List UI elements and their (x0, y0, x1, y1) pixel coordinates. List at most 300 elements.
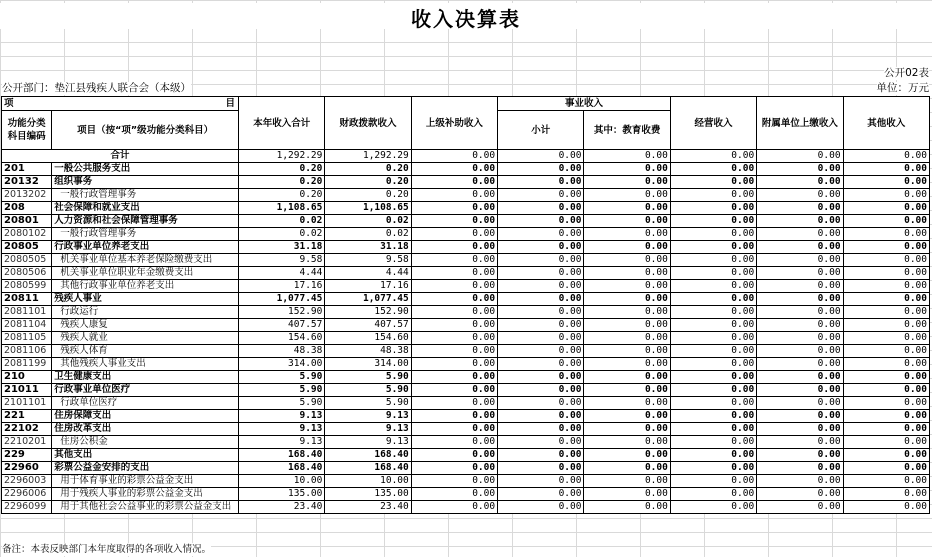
row-value: 0.00 (843, 384, 929, 397)
row-value: 5.90 (325, 384, 411, 397)
table-row (2, 215, 930, 228)
row-name: 用于残疾人事业的彩票公益金支出 (52, 488, 239, 501)
row-value: 0.00 (498, 306, 584, 319)
row-value: 0.00 (498, 293, 584, 306)
row-code: 22102 (2, 423, 52, 436)
row-value: 0.00 (584, 228, 670, 241)
header-affiliated: 附属单位上缴收入 (757, 97, 843, 150)
row-name: 其他残疾人事业支出 (52, 358, 239, 371)
row-value: 0.00 (670, 280, 756, 293)
row-name: 住房改革支出 (52, 423, 239, 436)
row-code: 2080505 (2, 254, 52, 267)
table-row (2, 293, 930, 306)
row-value: 0.00 (498, 319, 584, 332)
row-value: 0.00 (584, 423, 670, 436)
row-value: 0.00 (757, 501, 843, 514)
row-value: 0.00 (757, 254, 843, 267)
row-value: 0.00 (757, 475, 843, 488)
row-value: 0.00 (757, 189, 843, 202)
row-value: 5.90 (239, 397, 325, 410)
row-value: 0.00 (411, 384, 497, 397)
row-value: 0.00 (843, 202, 929, 215)
row-value: 0.00 (411, 332, 497, 345)
table-row (2, 371, 930, 384)
row-value: 0.00 (757, 163, 843, 176)
row-name: 彩票公益金安排的支出 (52, 462, 239, 475)
row-value: 0.00 (498, 202, 584, 215)
row-value: 0.00 (843, 488, 929, 501)
table-row (2, 410, 930, 423)
table-row (2, 332, 930, 345)
total-value: 0.00 (843, 150, 929, 163)
row-value: 0.20 (325, 176, 411, 189)
row-code: 22960 (2, 462, 52, 475)
table-row (2, 319, 930, 332)
row-value: 0.00 (411, 475, 497, 488)
row-value: 0.00 (584, 332, 670, 345)
row-name: 行政运行 (52, 306, 239, 319)
row-value: 0.00 (843, 332, 929, 345)
row-name: 残疾人康复 (52, 319, 239, 332)
total-value: 0.00 (757, 150, 843, 163)
row-value: 154.60 (239, 332, 325, 345)
row-value: 0.00 (411, 436, 497, 449)
row-value: 0.00 (843, 254, 929, 267)
row-value: 0.00 (498, 163, 584, 176)
row-value: 0.00 (757, 176, 843, 189)
table-row (2, 267, 930, 280)
row-code: 2081104 (2, 319, 52, 332)
row-value: 0.00 (757, 306, 843, 319)
row-value: 0.00 (411, 501, 497, 514)
row-value: 0.00 (843, 462, 929, 475)
row-value: 10.00 (239, 475, 325, 488)
row-value: 23.40 (239, 501, 325, 514)
row-value: 0.00 (411, 267, 497, 280)
row-value: 0.00 (411, 241, 497, 254)
row-value: 168.40 (325, 462, 411, 475)
table-row (2, 462, 930, 475)
row-value: 0.00 (843, 189, 929, 202)
row-code: 208 (2, 202, 52, 215)
row-value: 0.00 (584, 293, 670, 306)
row-value: 0.00 (757, 410, 843, 423)
row-code: 21011 (2, 384, 52, 397)
row-code: 2101101 (2, 397, 52, 410)
row-code: 2081106 (2, 345, 52, 358)
row-value: 5.90 (325, 397, 411, 410)
row-value: 0.00 (584, 488, 670, 501)
row-value: 0.00 (757, 267, 843, 280)
row-value: 152.90 (325, 306, 411, 319)
row-value: 0.00 (843, 501, 929, 514)
row-value: 0.00 (843, 176, 929, 189)
row-value: 23.40 (325, 501, 411, 514)
row-value: 0.02 (239, 215, 325, 228)
row-name: 社会保障和就业支出 (52, 202, 239, 215)
row-name: 用于体育事业的彩票公益金支出 (52, 475, 239, 488)
row-value: 0.00 (498, 475, 584, 488)
row-code: 20801 (2, 215, 52, 228)
row-name: 一般行政管理事务 (52, 228, 239, 241)
row-value: 168.40 (325, 449, 411, 462)
row-value: 0.00 (584, 241, 670, 254)
row-value: 0.00 (670, 423, 756, 436)
row-value: 0.00 (411, 423, 497, 436)
row-value: 0.00 (498, 280, 584, 293)
row-value: 0.00 (584, 306, 670, 319)
row-value: 168.40 (239, 449, 325, 462)
row-value: 0.00 (498, 176, 584, 189)
table-row (2, 189, 930, 202)
header-item-right-label: 目 (225, 98, 236, 109)
row-value: 0.00 (498, 410, 584, 423)
row-value: 0.00 (670, 202, 756, 215)
page-title: 收入决算表 (0, 3, 932, 29)
table-row (2, 254, 930, 267)
row-value: 0.00 (498, 488, 584, 501)
row-value: 9.13 (239, 436, 325, 449)
row-value: 48.38 (239, 345, 325, 358)
table-row (2, 280, 930, 293)
row-value: 0.00 (584, 319, 670, 332)
row-value: 0.00 (670, 345, 756, 358)
row-value: 0.00 (411, 449, 497, 462)
row-value: 0.00 (498, 358, 584, 371)
row-value: 0.00 (670, 306, 756, 319)
row-value: 0.00 (670, 176, 756, 189)
row-value: 0.00 (670, 397, 756, 410)
row-value: 0.00 (411, 189, 497, 202)
row-value: 0.00 (670, 163, 756, 176)
row-name: 其他行政事业单位养老支出 (52, 280, 239, 293)
row-name: 行政事业单位养老支出 (52, 241, 239, 254)
row-value: 0.00 (584, 280, 670, 293)
row-value: 0.00 (498, 397, 584, 410)
row-value: 0.00 (757, 436, 843, 449)
row-name: 卫生健康支出 (52, 371, 239, 384)
row-value: 0.00 (843, 449, 929, 462)
row-value: 0.00 (670, 267, 756, 280)
row-value: 0.00 (757, 358, 843, 371)
table-row (2, 488, 930, 501)
row-value: 0.00 (670, 358, 756, 371)
row-value: 0.00 (584, 501, 670, 514)
row-value: 9.13 (239, 423, 325, 436)
table-row (2, 241, 930, 254)
table-row (2, 345, 930, 358)
row-value: 5.90 (325, 371, 411, 384)
row-value: 0.00 (411, 488, 497, 501)
row-value: 0.00 (757, 202, 843, 215)
table-row (2, 384, 930, 397)
row-code: 2081199 (2, 358, 52, 371)
row-value: 0.00 (584, 449, 670, 462)
row-value: 0.00 (670, 410, 756, 423)
row-code: 2080102 (2, 228, 52, 241)
row-value: 0.00 (670, 293, 756, 306)
table-row (2, 475, 930, 488)
row-value: 0.00 (670, 488, 756, 501)
row-value: 9.58 (325, 254, 411, 267)
row-value: 0.00 (411, 228, 497, 241)
row-value: 0.00 (843, 410, 929, 423)
row-value: 0.00 (757, 462, 843, 475)
total-row (2, 150, 930, 163)
row-value: 0.00 (670, 189, 756, 202)
row-value: 0.00 (498, 371, 584, 384)
row-code: 210 (2, 371, 52, 384)
row-code: 2296006 (2, 488, 52, 501)
row-value: 0.00 (757, 280, 843, 293)
row-value: 0.00 (498, 228, 584, 241)
row-value: 9.13 (325, 436, 411, 449)
total-value: 1,292.29 (239, 150, 325, 163)
row-value: 0.00 (584, 475, 670, 488)
row-value: 0.00 (670, 475, 756, 488)
header-fiscal: 财政拨款收入 (325, 97, 411, 150)
row-value: 154.60 (325, 332, 411, 345)
row-value: 10.00 (325, 475, 411, 488)
row-value: 0.00 (411, 397, 497, 410)
row-value: 0.00 (411, 163, 497, 176)
row-value: 17.16 (239, 280, 325, 293)
row-value: 0.00 (843, 345, 929, 358)
row-value: 1,077.45 (325, 293, 411, 306)
table-row (2, 501, 930, 514)
row-code: 2080599 (2, 280, 52, 293)
income-table (1, 96, 930, 514)
row-value: 0.00 (498, 423, 584, 436)
row-value: 0.00 (584, 215, 670, 228)
row-value: 0.00 (757, 241, 843, 254)
total-value: 0.00 (670, 150, 756, 163)
unit-label: 单位：万元 (876, 82, 929, 94)
table-row (2, 163, 930, 176)
row-name: 机关事业单位基本养老保险缴费支出 (52, 254, 239, 267)
row-value: 0.00 (411, 462, 497, 475)
row-name: 残疾人体育 (52, 345, 239, 358)
row-value: 5.90 (239, 371, 325, 384)
row-value: 407.57 (325, 319, 411, 332)
row-value: 0.00 (584, 267, 670, 280)
row-name: 机关事业单位职业年金缴费支出 (52, 267, 239, 280)
row-value: 0.00 (757, 215, 843, 228)
row-value: 0.00 (670, 215, 756, 228)
row-code: 2210201 (2, 436, 52, 449)
header-superior: 上级补助收入 (411, 97, 497, 150)
row-value: 0.00 (498, 189, 584, 202)
total-value: 1,292.29 (325, 150, 411, 163)
row-value: 0.00 (498, 501, 584, 514)
row-value: 0.00 (843, 163, 929, 176)
table-row (2, 228, 930, 241)
row-value: 0.00 (411, 254, 497, 267)
row-value: 0.00 (670, 462, 756, 475)
total-value: 0.00 (584, 150, 670, 163)
total-value: 0.00 (411, 150, 497, 163)
row-value: 0.00 (670, 384, 756, 397)
row-value: 0.00 (670, 501, 756, 514)
row-value: 0.00 (498, 332, 584, 345)
row-value: 0.00 (584, 254, 670, 267)
row-value: 0.00 (757, 423, 843, 436)
row-code: 20811 (2, 293, 52, 306)
row-value: 0.00 (411, 215, 497, 228)
row-value: 0.00 (843, 319, 929, 332)
row-value: 135.00 (239, 488, 325, 501)
header-total: 本年收入合计 (239, 97, 325, 150)
row-code: 20805 (2, 241, 52, 254)
row-value: 0.00 (757, 345, 843, 358)
table-row (2, 436, 930, 449)
row-value: 0.00 (584, 397, 670, 410)
row-code: 2296099 (2, 501, 52, 514)
row-value: 0.00 (584, 410, 670, 423)
header-subtotal: 小计 (498, 111, 584, 150)
row-value: 0.00 (411, 280, 497, 293)
row-value: 135.00 (325, 488, 411, 501)
row-value: 1,108.65 (325, 202, 411, 215)
row-value: 0.00 (670, 319, 756, 332)
row-value: 0.00 (757, 332, 843, 345)
row-value: 0.00 (757, 384, 843, 397)
table-number: 公开02表 (884, 67, 929, 79)
row-code: 221 (2, 410, 52, 423)
row-value: 0.00 (757, 488, 843, 501)
table-row (2, 306, 930, 319)
row-code: 2296003 (2, 475, 52, 488)
row-value: 0.02 (325, 215, 411, 228)
row-value: 0.00 (584, 202, 670, 215)
row-value: 0.00 (670, 254, 756, 267)
row-value: 0.00 (584, 384, 670, 397)
row-value: 314.00 (239, 358, 325, 371)
row-value: 0.00 (670, 241, 756, 254)
row-value: 0.00 (843, 397, 929, 410)
header-item-cell (2, 97, 239, 111)
row-value: 0.00 (757, 397, 843, 410)
row-value: 31.18 (325, 241, 411, 254)
row-value: 0.00 (584, 189, 670, 202)
row-value: 0.00 (670, 449, 756, 462)
row-value: 0.00 (670, 436, 756, 449)
row-value: 31.18 (239, 241, 325, 254)
table-row (2, 397, 930, 410)
row-value: 0.00 (498, 267, 584, 280)
row-value: 0.00 (757, 293, 843, 306)
row-value: 0.02 (325, 228, 411, 241)
row-value: 0.00 (843, 306, 929, 319)
row-value: 0.00 (843, 475, 929, 488)
row-code: 2080506 (2, 267, 52, 280)
header-undertaking: 事业收入 (498, 97, 671, 111)
row-value: 0.00 (411, 345, 497, 358)
row-value: 0.00 (498, 345, 584, 358)
row-value: 314.00 (325, 358, 411, 371)
row-name: 行政单位医疗 (52, 397, 239, 410)
row-value: 9.13 (239, 410, 325, 423)
row-name: 一般公共服务支出 (52, 163, 239, 176)
row-value: 0.00 (584, 436, 670, 449)
header-item-label: 项 (4, 98, 14, 109)
row-name: 人力资源和社会保障管理事务 (52, 215, 239, 228)
row-name: 用于其他社会公益事业的彩票公益金支出 (52, 501, 239, 514)
row-value: 0.00 (757, 371, 843, 384)
row-value: 9.58 (239, 254, 325, 267)
row-code: 20132 (2, 176, 52, 189)
row-value: 9.13 (325, 410, 411, 423)
row-value: 0.00 (498, 436, 584, 449)
row-value: 0.00 (670, 228, 756, 241)
row-value: 0.00 (411, 371, 497, 384)
row-value: 0.00 (411, 306, 497, 319)
row-value: 0.00 (757, 449, 843, 462)
row-value: 0.00 (411, 176, 497, 189)
row-value: 0.00 (757, 228, 843, 241)
header-operation: 经营收入 (670, 97, 756, 150)
row-value: 0.00 (584, 462, 670, 475)
row-value: 0.00 (670, 332, 756, 345)
row-value: 48.38 (325, 345, 411, 358)
row-name: 一般行政管理事务 (52, 189, 239, 202)
row-name: 住房公积金 (52, 436, 239, 449)
row-value: 4.44 (239, 267, 325, 280)
row-name: 行政事业单位医疗 (52, 384, 239, 397)
header-item-name: 项目（按“项”级功能分类科目） (52, 111, 239, 150)
row-value: 5.90 (239, 384, 325, 397)
table-row (2, 202, 930, 215)
row-value: 0.00 (670, 371, 756, 384)
row-value: 0.00 (843, 423, 929, 436)
table-row (2, 358, 930, 371)
row-value: 0.00 (757, 319, 843, 332)
row-value: 0.00 (498, 449, 584, 462)
row-value: 0.00 (498, 384, 584, 397)
row-value: 0.00 (843, 215, 929, 228)
footnote: 备注：本表反映部门本年度取得的各项收入情况。 (2, 544, 212, 555)
table-row (2, 423, 930, 436)
row-value: 0.00 (411, 202, 497, 215)
row-value: 0.00 (584, 163, 670, 176)
total-value: 0.00 (498, 150, 584, 163)
row-value: 0.00 (411, 319, 497, 332)
row-value: 0.00 (498, 462, 584, 475)
row-value: 0.00 (584, 358, 670, 371)
row-value: 0.02 (239, 228, 325, 241)
row-value: 17.16 (325, 280, 411, 293)
row-name: 残疾人事业 (52, 293, 239, 306)
row-value: 0.20 (325, 189, 411, 202)
row-name: 其他支出 (52, 449, 239, 462)
row-value: 0.00 (843, 358, 929, 371)
row-value: 0.00 (584, 345, 670, 358)
row-name: 住房保障支出 (52, 410, 239, 423)
row-value: 1,108.65 (239, 202, 325, 215)
row-value: 9.13 (325, 423, 411, 436)
row-code: 2081105 (2, 332, 52, 345)
row-value: 0.00 (584, 371, 670, 384)
row-code: 2013202 (2, 189, 52, 202)
row-value: 4.44 (325, 267, 411, 280)
row-value: 0.00 (411, 410, 497, 423)
table-row (2, 449, 930, 462)
row-value: 0.00 (843, 436, 929, 449)
row-value: 0.20 (239, 176, 325, 189)
row-value: 152.90 (239, 306, 325, 319)
header-func-code: 功能分类科目编码 (2, 111, 52, 150)
row-value: 0.00 (498, 241, 584, 254)
